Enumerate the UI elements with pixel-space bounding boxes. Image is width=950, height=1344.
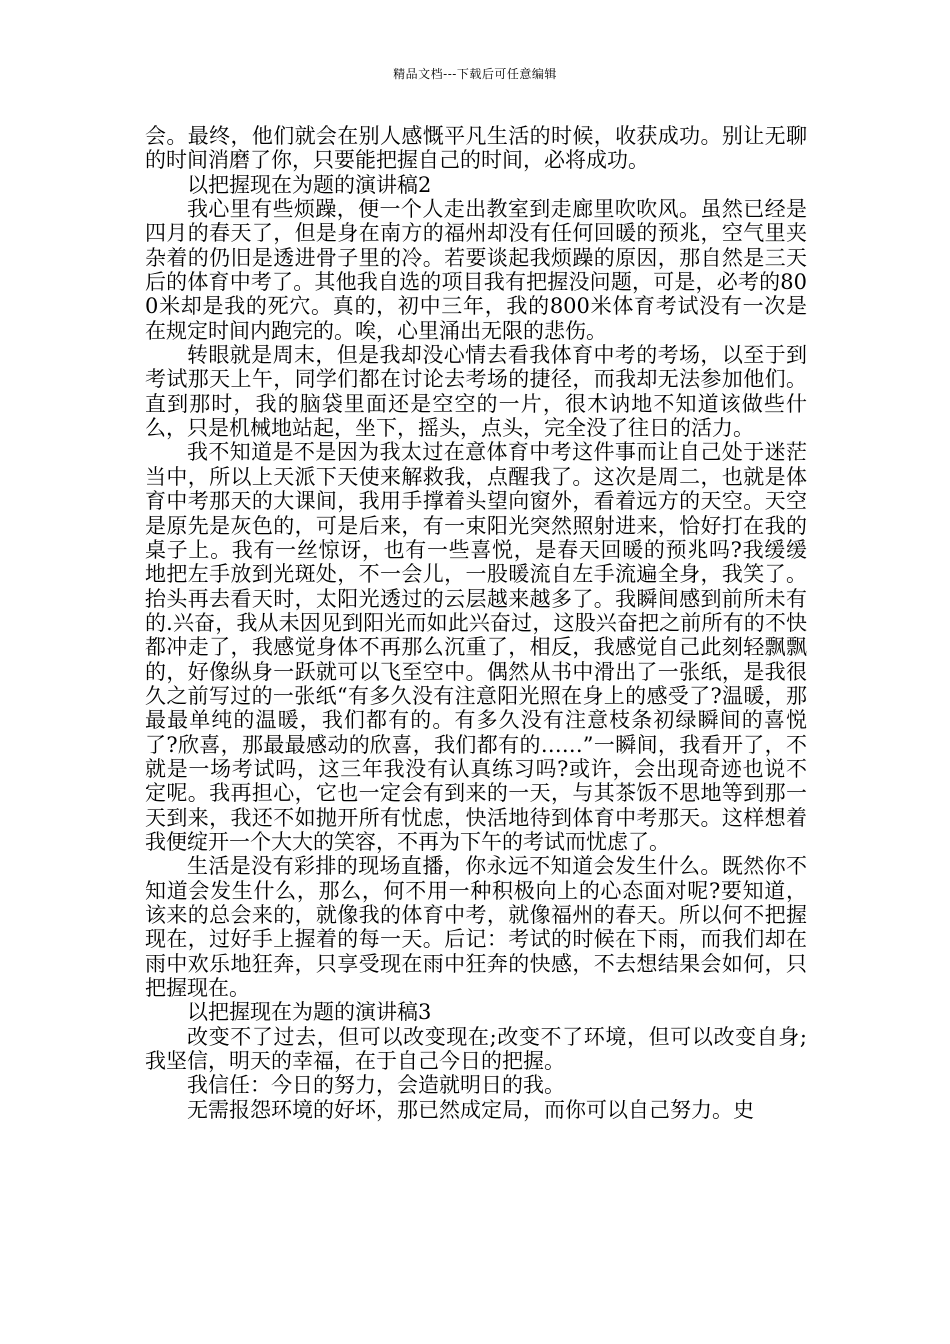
paragraph: 生活是没有彩排的现场直播，你永远不知道会发生什么。既然你不知道会发生什么，那么，何不用一种积极向上的心态面对呢?要知道，该来的总会来的，就像我的体育中考，就像福州的春天。所以何不把握现在，过好手上握着的每一天。后记：考试的时候在下雨，而我们却在雨中欢乐地狂奔，只享受现在雨中狂奔的快感，不去想结果会如何，只把握现在。 [145,854,807,1001]
paragraph: 改变不了过去，但可以改变现在;改变不了环境，但可以改变自身;我坚信，明天的幸福，在于自己今日的把握。 [145,1024,807,1074]
paragraph: 我不知道是不是因为我太过在意体育中考这件事而让自己处于迷茫当中，所以上天派下天使来解救我，点醒我了。这次是周二，也就是体育中考那天的大课间，我用手撑着头望向窗外，看着远方的天空。天空是原先是灰色的，可是后来，有一束阳光突然照射进来，恰好打在我的桌子上。我有一丝惊讶，也有一些喜悦，是春天回暖的预兆吗?我缓缓地把左手放到光斑处，不一会儿，一股暖流自左手流遍全身，我笑了。抬头再去看天时，太阳光透过的云层越来越多了。我瞬间感到前所未有的.兴奋，我从未因见到阳光而如此兴奋过，这股兴奋把之前所有的不快都冲走了，我感觉身体不再那么沉重了，相反，我感觉自己此刻轻飘飘的，好像纵身一跃就可以飞至空中。偶然从书中滑出了一张纸，是我很久之前写过的一张纸“有多久没有注意阳光照在身上的感受了?温暖，那最最单纯的温暖，我们都有的。有多久没有注意枝条初绿瞬间的喜悦了?欣喜，那最最感动的欣喜，我们都有的……”一瞬间，我看开了，不就是一场考试吗，这三年我没有认真练习吗?或许，会出现奇迹也说不定呢。我再担心，它也一定会有到来的一天，与其茶饭不思地等到那一天到来，我还不如抛开所有忧虑，快活地待到体育中考那天。这样想着我便绽开一个大大的笑容，不再为下午的考试而忧虑了。 [145,440,807,854]
paragraph: 我信任：今日的努力，会造就明日的我。 [187,1073,565,1098]
document-body [145,124,807,1122]
paragraph-continuation: 会。最终，他们就会在别人感慨平凡生活的时候，收获成功。别让无聊的时间消磨了你，只要能把握自己的时间，必将成功。 [145,124,807,173]
page-header: 精品文档---下载后可任意编辑 [393,67,557,81]
paragraph: 无需报怨环境的好坏，那已然成定局，而你可以自己努力。史 [187,1097,754,1122]
paragraph: 转眼就是周末，但是我却没心情去看我体育中考的考场，以至于到考试那天上午，同学们都在讨论去考场的捷径，而我却无法参加他们。直到那时，我的脑袋里面还是空空的一片，很木讷地不知道该做些什么，只是机械地站起，坐下，摇头，点头，完全没了往日的活力。 [145,343,807,441]
section-heading-2: 以把握现在为题的演讲稿2 [187,172,432,197]
section-heading-3: 以把握现在为题的演讲稿3 [187,1000,432,1025]
paragraph: 我心里有些烦躁，便一个人走出教室到走廊里吹吹风。虽然已经是四月的春天了，但是身在南方的福州却没有任何回暖的预兆，空气里夹杂着的仍旧是透进骨子里的冷。若要谈起我烦躁的原因，那自然是三天后的体育中考了。其他我自选的项目我有把握没问题，可是，必考的800米却是我的死穴。真的，初中三年，我的800米体育考试没有一次是在规定时间内跑完的。唉，心里涌出无限的悲伤。 [145,197,807,343]
